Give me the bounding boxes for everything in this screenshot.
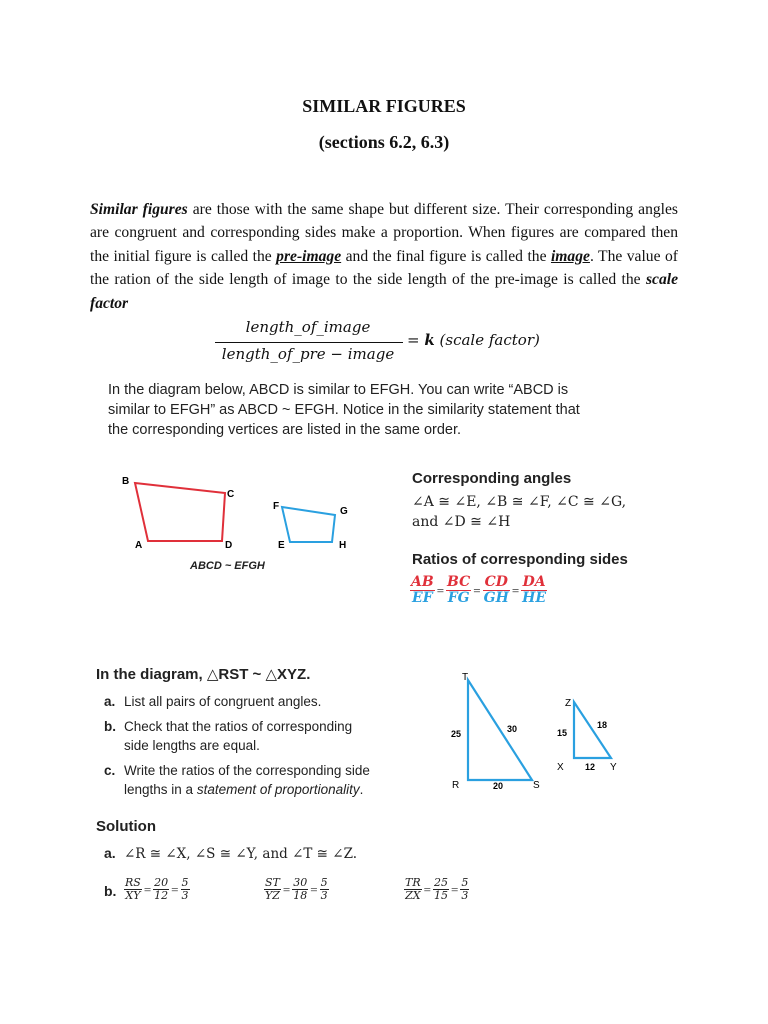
ratio-ab-ef: $\frac{AB}{EF}$ xyxy=(411,574,434,606)
ratio-rs-xy: $\frac{RS}{XY}$ = $\frac{20}{12}$ = $\frac{5}{3}$ xyxy=(125,876,189,902)
intro-paragraph xyxy=(90,198,678,315)
intro-text-1: are those with the same shape but different size. Their corresponding angles are congruent and corresponding sides make a proportion. When figures are compared then the initial figure is called the xyxy=(90,201,678,265)
term-image: image xyxy=(550,247,590,265)
label-b: B xyxy=(122,476,130,487)
label-e: E xyxy=(278,540,285,551)
ratio-da-he: $\frac{DA}{HE}$ xyxy=(522,574,547,606)
angles-heading: Corresponding angles xyxy=(412,470,572,487)
angles-line-1: ∠A ≅ ∠E, ∠B ≅ ∠F, ∠C ≅ ∠G, xyxy=(412,494,627,510)
label-20: 20 xyxy=(493,781,504,791)
example2-questions xyxy=(104,692,424,799)
side-ratios: $\frac{AB}{EF}$ = $\frac{BC}{FG}$ = $\frac{CD}{GH}$ = $\frac{DA}{HE}$ xyxy=(411,574,547,606)
question-a: a. List all pairs of congruent angles. xyxy=(104,694,322,709)
triangle-xyz xyxy=(574,702,611,758)
label-12: 12 xyxy=(585,762,596,772)
question-b: b. Check that the ratios of corresponding side lengths are equal. xyxy=(104,719,353,753)
angles-line-2: and ∠D ≅ ∠H xyxy=(412,514,511,530)
example1-line-2: similar to EFGH” as ABCD ~ EFGH. Notice in the similarity statement that xyxy=(108,402,580,418)
label-r: R xyxy=(452,780,460,791)
example1-line-1: In the diagram below, ABCD is similar to EFGH. You can write “ABCD is xyxy=(108,382,569,398)
label-f: F xyxy=(273,501,280,512)
ratio-st-yz: $\frac{ST}{YZ}$ = $\frac{30}{18}$ = $\frac{5}{3}$ xyxy=(265,876,328,902)
label-a: A xyxy=(135,540,143,551)
label-z: Z xyxy=(565,698,572,709)
example2-intro: In the diagram, △RST ~ △XYZ. xyxy=(96,666,311,683)
intro-text-3: . The value of the ration of the side length of image to the side length of the pre-image is called the xyxy=(90,247,678,289)
label-y: Y xyxy=(610,762,617,773)
triangles-diagram xyxy=(440,670,640,795)
solution-heading: Solution xyxy=(96,818,156,835)
label-t: T xyxy=(462,672,469,683)
term-pre-image: pre-image xyxy=(276,247,342,265)
ratio-cd-gh: $\frac{CD}{GH}$ xyxy=(483,574,509,606)
formula-denominator: length_of_pre − image xyxy=(221,345,395,363)
formula-numerator: length_of_image xyxy=(245,318,371,336)
label-c: C xyxy=(227,489,235,500)
solution-a: a. ∠R ≅ ∠X, ∠S ≅ ∠Y, and ∠T ≅ ∠Z. xyxy=(104,845,358,862)
intro-text-2: and the final figure is called the xyxy=(341,247,551,265)
label-25: 25 xyxy=(451,729,462,739)
label-18: 18 xyxy=(597,720,608,730)
ratio-bc-fg: $\frac{BC}{FG}$ xyxy=(447,574,471,606)
ratio-tr-zx: $\frac{TR}{ZX}$ = $\frac{25}{15}$ = $\frac{5}{3}$ xyxy=(405,876,469,902)
quad-abcd xyxy=(135,483,225,541)
example1-line-3: the corresponding vertices are listed in the same order. xyxy=(108,422,462,438)
ratios-heading: Ratios of corresponding sides xyxy=(412,551,628,568)
page-subtitle: (sections 6.2, 6.3) xyxy=(318,132,450,152)
formula-rhs: = k (scale factor) xyxy=(407,331,540,349)
example1-text xyxy=(108,380,668,440)
label-30: 30 xyxy=(507,724,518,734)
page-title: SIMILAR FIGURES xyxy=(302,96,466,116)
term-similar-figures: Similar figures xyxy=(90,201,188,218)
label-x: X xyxy=(557,762,564,773)
solution-b: b. $\frac{RS}{XY}$ = $\frac{20}{12}$ = $\frac{5}{3}$ $\frac{ST}{YZ}$ = $\frac{30}{18}$ = $\frac{5}{3}$ $\frac{TR}{ZX}$ = $\frac{25}{15}$ = $\frac{5}{3}$ xyxy=(104,876,469,902)
label-d: D xyxy=(225,540,233,551)
scale-factor-formula xyxy=(213,318,593,368)
quad-efgh xyxy=(282,507,335,542)
formula-fraction-bar xyxy=(215,342,403,343)
similarity-caption: ABCD ~ EFGH xyxy=(190,560,265,572)
label-15: 15 xyxy=(557,728,568,738)
formula-rhs-text: (scale factor) xyxy=(439,331,540,349)
term-scale-factor: scale factor xyxy=(90,271,678,312)
angles-list xyxy=(412,492,626,532)
question-c: c. Write the ratios of the corresponding side lengths in a statement of proportionality. xyxy=(104,763,370,797)
label-h: H xyxy=(339,540,347,551)
triangle-rst xyxy=(468,680,532,780)
formula-k: k xyxy=(424,331,435,349)
label-s: S xyxy=(533,780,540,791)
label-g: G xyxy=(340,506,348,517)
